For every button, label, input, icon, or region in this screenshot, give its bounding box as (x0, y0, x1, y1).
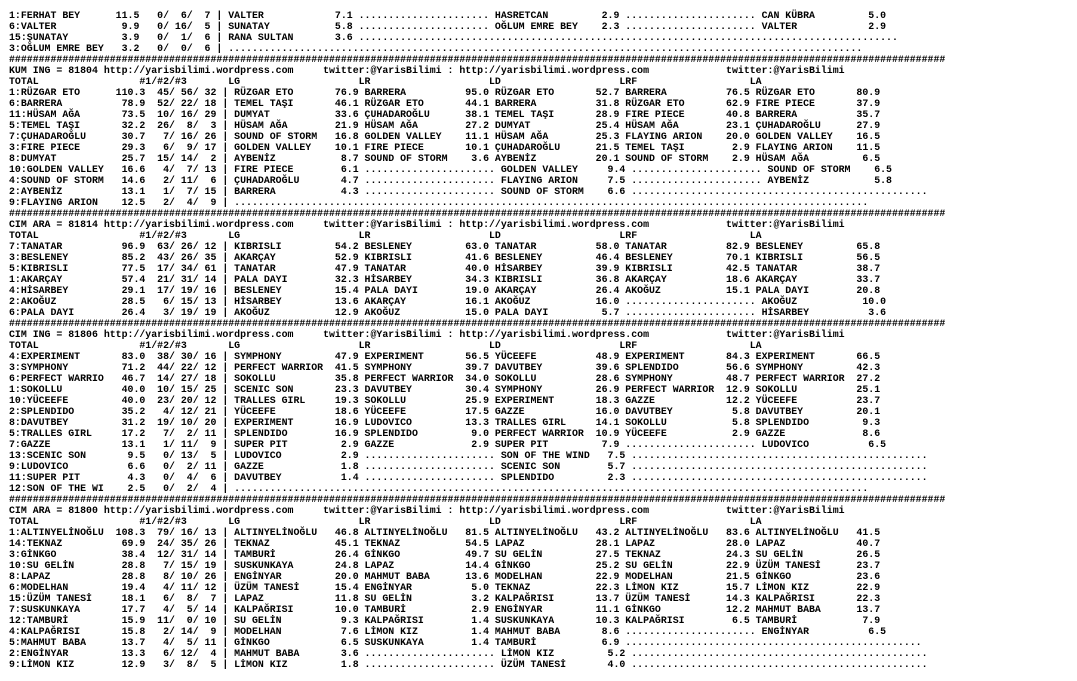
table-row: 12:TAMBURİ 15.9 11/ 0/ 10 | SU GELİN 9.3 KALPAĞRISI 1.4 SUSKUNKAYA 10.3 KALPAĞRISI 6.5 TAMBURİ 7.9 (9, 615, 881, 626)
table-row: 9:FLAYING ARION 12.5 2/ 4/ 9 | ........................................................................................................... (9, 197, 869, 208)
table-row: 8:LAPAZ 28.8 8/ 10/ 26 | ENGİNYAR 20.0 MAHMUT BABA 13.6 MODELHAN 22.9 MODELHAN 21.5 GİNKGO 23.6 (9, 571, 881, 582)
table-row: 11:HÜSAM AĞA 73.5 10/ 16/ 29 | DUMYAT 33.6 ÇUHADAROĞLU 38.1 TEMEL TAŞI 28.9 FIRE PIECE 40.8 BARRERA 35.7 (9, 109, 881, 120)
table-row: 10:GOLDEN VALLEY 16.6 4/ 7/ 13 | FIRE PIECE 6.1 ...................... GOLDEN VALLEY 9.4 ...................... SOUND OF STORM 6.5 (9, 164, 892, 175)
table-row: 2:ENGİNYAR 13.3 6/ 12/ 4 | MAHMUT BABA 3.6 ...................... LİMON KIZ 5.2 .................................................. (9, 648, 928, 659)
table-row: 7:TANATAR 96.9 63/ 26/ 12 | KIBRISLI 54.2 BESLENEY 63.0 TANATAR 58.0 TANATAR 82.9 BESLENEY 65.8 (9, 241, 881, 252)
table-row: 4:HİSARBEY 29.1 17/ 19/ 16 | BESLENEY 15.4 PALA DAYI 19.0 AKARÇAY 26.4 AKOĞUZ 15.1 PALA DAYI 20.8 (9, 285, 881, 296)
race-header: CIM ARA = 81800 http://yarisbilimi.wordpress.com twitter:@YarisBilimi : http://yarisbilimi.wordpress.com twitter:@YarisBilimi (9, 505, 845, 516)
table-row: 7:GAZZE 13.1 1/ 11/ 9 | SUPER PIT 2.9 GAZZE 2.9 SUPER PIT 7.9 ...................... LUDOVICO 6.5 (9, 439, 887, 450)
table-row: 14:TEKNAZ 69.9 24/ 35/ 26 | TEKNAZ 45.1 TEKNAZ 54.5 LAPAZ 28.1 LAPAZ 28.0 LAPAZ 40.7 (9, 538, 881, 549)
table-row: 7:ÇUHADAROĞLU 30.7 7/ 16/ 26 | SOUND OF STORM 16.8 GOLDEN VALLEY 11.1 HÜSAM AĞA 25.3 FLAYING ARION 20.0 GOLDEN VALLEY 16.5 (9, 131, 881, 142)
table-row: 3:FIRE PIECE 29.3 6/ 9/ 17 | GOLDEN VALLEY 10.1 FIRE PIECE 10.1 ÇUHADAROĞLU 21.5 TEMEL TAŞI 2.9 FLAYING ARION 11.5 (9, 142, 881, 153)
table-row: 2:AYBENİZ 13.1 1/ 7/ 15 | BARRERA 4.3 ...................... SOUND OF STORM 6.6 .................................................. (9, 186, 928, 197)
section-divider: ############################################################################################################################################################## (9, 208, 946, 219)
table-row: 2:SPLENDIDO 35.2 4/ 12/ 21 | YÜCEEFE 18.6 YÜCEEFE 17.5 GAZZE 16.0 DAVUTBEY 5.8 DAVUTBEY 20.1 (9, 406, 881, 417)
column-header-row: TOTAL #1/#2/#3 LG LR LD LRF LA (9, 76, 762, 87)
table-row: 12:SON OF THE WI 2.5 0/ 2/ 4 | ........................................................................................................... (9, 483, 869, 494)
table-row: 13:SCENIC SON 9.5 0/ 13/ 5 | LUDOVICO 2.9 ...................... SON OF THE WIND 7.5 .................................................. (9, 450, 928, 461)
table-row: 7:SUSKUNKAYA 17.7 4/ 5/ 14 | KALPAĞRISI 10.0 TAMBURİ 2.9 ENGİNYAR 11.1 GİNKGO 12.2 MAHMUT BABA 13.7 (9, 604, 881, 615)
table-row: 9:LİMON KIZ 12.9 3/ 8/ 5 | LİMON KIZ 1.8 ...................... ÜZÜM TANESİ 4.0 .................................................. (9, 659, 928, 670)
table-row: 3:GİNKGO 38.4 12/ 31/ 14 | TAMBURİ 26.4 GİNKGO 49.7 SU GELİN 27.5 TEKNAZ 24.3 SU GELİN 26.5 (9, 549, 881, 560)
table-row: 1:SOKOLLU 40.0 10/ 15/ 25 | SCENIC SON 23.3 DAVUTBEY 30.4 SYMPHONY 26.9 PERFECT WARRIOR 12.9 SOKOLLU 25.1 (9, 384, 881, 395)
race-header: CIM ARA = 81814 http://yarisbilimi.wordpress.com twitter:@YarisBilimi : http://yarisbilimi.wordpress.com twitter:@YarisBilimi (9, 219, 845, 230)
table-row: 6:PERFECT WARRIO 46.7 14/ 27/ 18 | SOKOLLU 35.8 PERFECT WARRIOR 34.0 SOKOLLU 28.6 SYMPHONY 48.7 PERFECT WARRIOR 27.2 (9, 373, 881, 384)
column-header-row: TOTAL #1/#2/#3 LG LR LD LRF LA (9, 340, 762, 351)
table-row: 6:BARRERA 78.9 52/ 22/ 18 | TEMEL TAŞI 46.1 RÜZGAR ETO 44.1 BARRERA 31.8 RÜZGAR ETO 62.9 FIRE PIECE 37.9 (9, 98, 881, 109)
table-row: 15:ŞUNATAY 3.9 0/ 1/ 6 | RANA SULTAN 3.6 ........................................................................................... (9, 32, 898, 43)
table-row: 5:TRALLES GIRL 17.2 7/ 2/ 11 | SPLENDIDO 16.9 SPLENDIDO 9.0 PERFECT WARRIOR 10.9 YÜCEEFE 2.9 GAZZE 8.6 (9, 428, 881, 439)
table-row: 1:ALTINYELİNOĞLU 108.3 79/ 16/ 13 | ALTINYELİNOĞLU 46.8 ALTINYELİNOĞLU 81.5 ALTINYELİNOĞLU 43.2 ALTINYELİNOĞLU 83.6 ALTINYELİNOĞLU 41.5 (9, 527, 881, 538)
table-row: 4:EXPERIMENT 83.0 38/ 30/ 16 | SYMPHONY 47.9 EXPERIMENT 56.5 YÜCEEFE 48.9 EXPERIMENT 84.3 EXPERIMENT 66.5 (9, 351, 881, 362)
table-row: 3:SYMPHONY 71.2 44/ 22/ 12 | PERFECT WARRIOR 41.5 SYMPHONY 39.7 DAVUTBEY 39.6 SPLENDIDO 56.6 SYMPHONY 42.3 (9, 362, 881, 373)
section-divider: ############################################################################################################################################################## (9, 494, 946, 505)
table-row: 5:MAHMUT BABA 13.7 4/ 5/ 11 | GİNKGO 6.5 SUSKUNKAYA 1.4 TAMBURİ 6.9 .................................................. (9, 637, 922, 648)
table-row: 5:KIBRISLI 77.5 17/ 34/ 61 | TANATAR 47.9 TANATAR 40.0 HİSARBEY 39.9 KIBRISLI 42.5 TANATAR 38.7 (9, 263, 881, 274)
race-header: KUM ING = 81804 http://yarisbilimi.wordpress.com twitter:@YarisBilimi : http://yarisbilimi.wordpress.com twitter:@YarisBilimi (9, 65, 845, 76)
table-row: 11:SUPER PIT 4.3 0/ 4/ 6 | DAVUTBEY 1.4 ...................... SPLENDIDO 2.3 .................................................. (9, 472, 928, 483)
table-row: 10:YÜCEEFE 40.0 23/ 20/ 12 | TRALLES GIRL 19.3 SOKOLLU 25.9 EXPERIMENT 18.3 GAZZE 12.2 YÜCEEFE 23.7 (9, 395, 881, 406)
column-header-row: TOTAL #1/#2/#3 LG LR LD LRF LA (9, 516, 762, 527)
table-row: 1:AKARÇAY 57.4 21/ 31/ 14 | PALA DAYI 32.3 HİSARBEY 34.3 KIBRISLI 36.8 AKARÇAY 18.6 AKARÇAY 33.7 (9, 274, 881, 285)
table-row: 2:AKOĞUZ 28.5 6/ 15/ 13 | HİSARBEY 13.6 AKARÇAY 16.1 AKOĞUZ 16.0 ...................... AKOĞUZ 10.0 (9, 296, 887, 307)
section-divider: ############################################################################################################################################################## (9, 54, 946, 65)
table-row: 15:ÜZÜM TANESİ 18.1 6/ 8/ 7 | LAPAZ 11.8 SU GELİN 3.2 KALPAĞRISI 13.7 ÜZÜM TANESİ 14.3 KALPAĞRISI 22.3 (9, 593, 881, 604)
column-header-row: TOTAL #1/#2/#3 LG LR LD LRF LA (9, 230, 762, 241)
table-row: 6:PALA DAYI 26.4 3/ 19/ 19 | AKOĞUZ 12.9 AKOĞUZ 15.0 PALA DAYI 5.7 ...................... HİSARBEY 3.6 (9, 307, 887, 318)
table-row: 3:OĞLUM EMRE BEY 3.2 0/ 0/ 6 | ........................................................................................................... (9, 43, 863, 54)
table-row: 1:FERHAT BEY 11.5 0/ 6/ 7 | VALTER 7.1 ...................... HASRETCAN 2.9 ...................... CAN KÜBRA 5.0 (9, 10, 887, 21)
table-row: 5:TEMEL TAŞI 32.2 26/ 8/ 3 | HÜSAM AĞA 21.9 HÜSAM AĞA 27.2 DUMYAT 25.4 HÜSAM AĞA 23.1 ÇUHADAROĞLU 27.9 (9, 120, 881, 131)
table-row: 6:VALTER 9.9 0/ 16/ 5 | SUNATAY 5.8 ...................... OĞLUM EMRE BEY 2.3 ...................... VALTER 2.9 (9, 21, 887, 32)
table-row: 9:LUDOVICO 6.6 0/ 2/ 11 | GAZZE 1.8 ...................... SCENIC SON 5.7 .................................................. (9, 461, 928, 472)
race-header: CIM ING = 81806 http://yarisbilimi.wordpress.com twitter:@YarisBilimi : http://yarisbilimi.wordpress.com twitter:@YarisBilimi (9, 329, 845, 340)
table-row: 4:SOUND OF STORM 14.6 2/ 11/ 6 | ÇUHADAROĞLU 4.7 ...................... FLAYING ARION 7.5 ...................... AYBENİZ 5.8 (9, 175, 892, 186)
table-row: 4:KALPAĞRISI 15.8 2/ 14/ 9 | MODELHAN 7.6 LİMON KIZ 1.4 MAHMUT BABA 8.6 ...................... ENGİNYAR 6.5 (9, 626, 887, 637)
table-row: 8:DUMYAT 25.7 15/ 14/ 2 | AYBENİZ 8.7 SOUND OF STORM 3.6 AYBENİZ 20.1 SOUND OF STORM 2.9 HÜSAM AĞA 6.5 (9, 153, 881, 164)
table-row: 6:MODELHAN 19.4 4/ 11/ 12 | ÜZÜM TANESİ 15.4 ENGİNYAR 5.0 TEKNAZ 22.3 LİMON KIZ 15.7 LİMON KIZ 22.9 (9, 582, 881, 593)
table-row: 8:DAVUTBEY 31.2 19/ 10/ 20 | EXPERIMENT 16.9 LUDOVICO 13.3 TRALLES GIRL 14.1 SOKOLLU 5.8 SPLENDIDO 9.3 (9, 417, 881, 428)
table-row: 3:BESLENEY 85.2 43/ 26/ 35 | AKARÇAY 52.9 KIBRISLI 41.6 BESLENEY 46.4 BESLENEY 70.1 KIBRISLI 56.5 (9, 252, 881, 263)
table-row: 1:RÜZGAR ETO 110.3 45/ 56/ 32 | RÜZGAR ETO 76.9 BARRERA 95.0 RÜZGAR ETO 52.7 BARRERA 76.5 RÜZGAR ETO 80.9 (9, 87, 881, 98)
section-divider: ############################################################################################################################################################## (9, 318, 946, 329)
table-row: 10:SU GELİN 28.8 7/ 15/ 19 | SUSKUNKAYA 24.8 LAPAZ 14.4 GİNKGO 25.2 SU GELİN 22.9 ÜZÜM TANESİ 23.7 (9, 560, 881, 571)
